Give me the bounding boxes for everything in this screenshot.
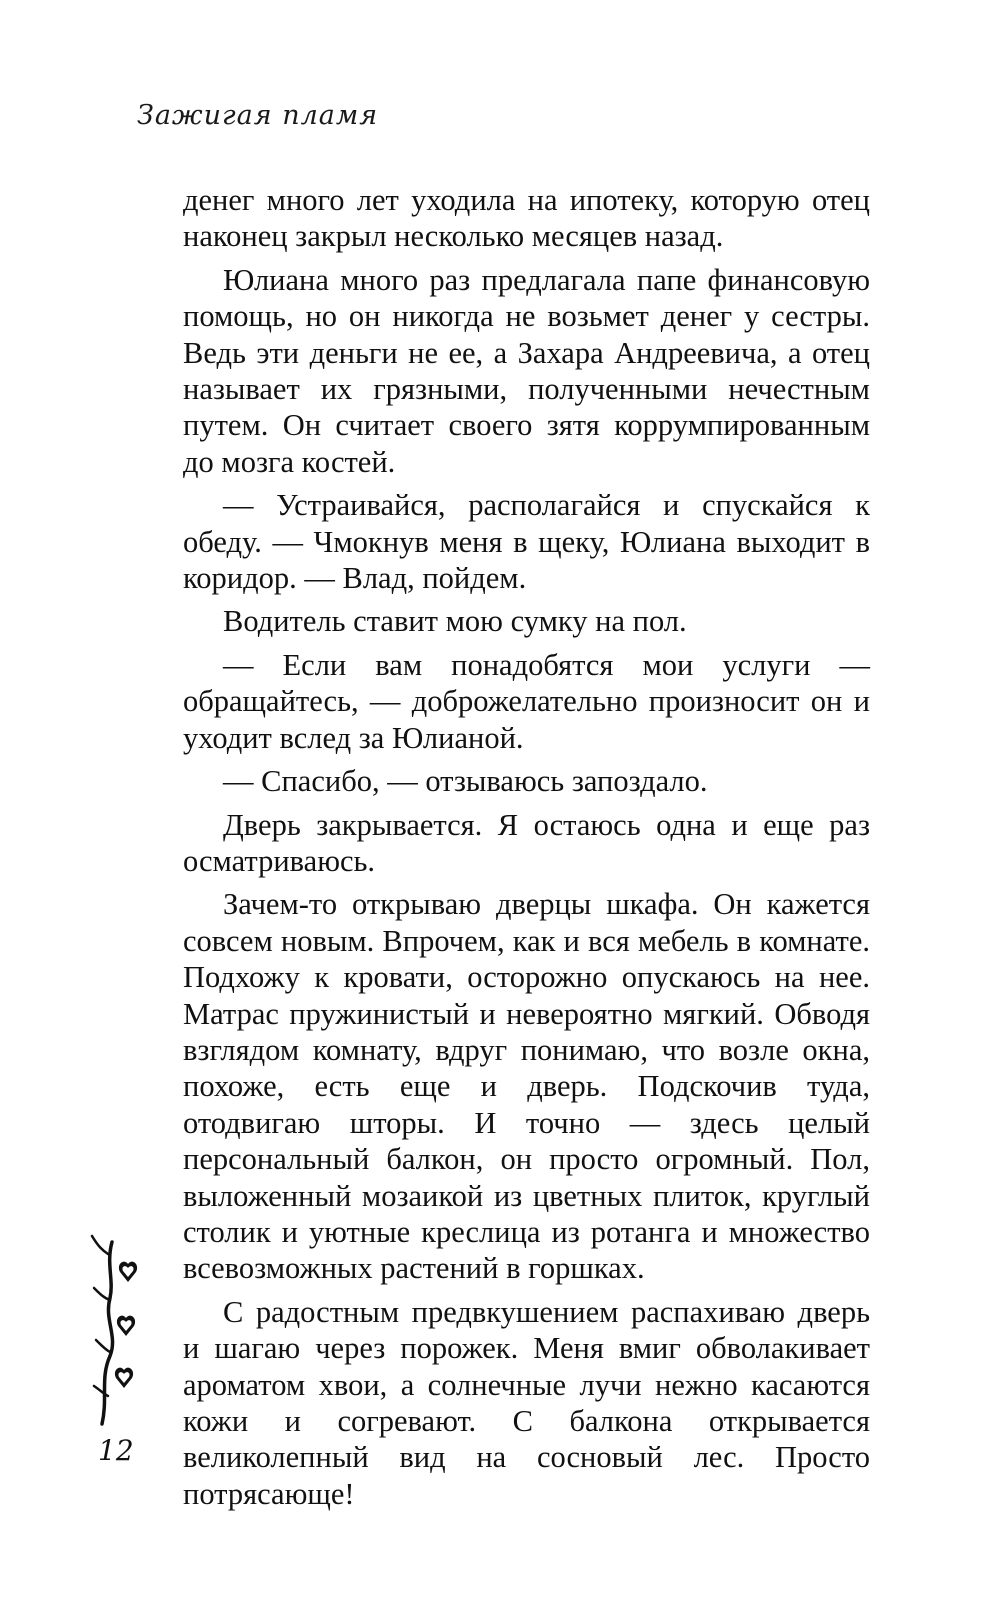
paragraph: — Спасибо, — отзываюсь запоздало. <box>223 764 708 799</box>
paragraph: — Если вам понадобятся мои услуги — обращайтесь, — доброжелательно произносит он и уходит вслед за Юлианой. <box>183 647 870 755</box>
body-text <box>183 182 870 1512</box>
paragraph: Зачем-то открываю дверцы шкафа. Он кажется совсем новым. Впрочем, как и вся мебель в комнате. Подхожу к кровати, осторожно опускаюсь на нее. Матрас пружинистый и невероятно мягкий. Обводя взглядом комнату, вдруг понимаю, что возле окна, похоже, есть еще и дверь. Подскочив туда, отодвигаю шторы. И точно — здесь целый персональный балкон, он просто огромный. Пол, выложенный мозаикой из цветных плиток, круглый столик и уютные креслица из ротанга и множество всевозможных растений в горшках. <box>183 887 870 1286</box>
paragraph: Дверь закрывается. Я остаюсь одна и еще раз осматриваюсь. <box>183 807 870 878</box>
paragraph: денег много лет уходила на ипотеку, которую отец наконец закрыл несколько месяцев назад. <box>183 183 870 254</box>
heart-vine-ornament-icon <box>80 1228 140 1428</box>
paragraph: С радостным предвкушением распахиваю дверь и шагаю через порожек. Меня вмиг обволакивает ароматом хвои, а солнечные лучи нежно касаются кожи и согревают. С балкона открывается великолепный вид на сосновый лес. Просто потрясающе! <box>183 1294 870 1511</box>
paragraph: Водитель ставит мою сумку на пол. <box>223 604 687 639</box>
paragraph: — Устраивайся, располагайся и спускайся к обеду. — Чмокнув меня в щеку, Юлиана выходит в коридор. — Влад, пойдем. <box>183 488 870 596</box>
page-number: 12 <box>98 1434 134 1467</box>
paragraph: Юлиана много раз предлагала папе финансовую помощь, но он никогда не возьмет денег у сестры. Ведь эти деньги не ее, а Захара Андреевича, а отец называет их грязными, полученными нечестным путем. Он считает своего зятя коррумпированным до мозга костей. <box>183 262 870 479</box>
running-header: Зажигая пламя <box>137 100 379 131</box>
